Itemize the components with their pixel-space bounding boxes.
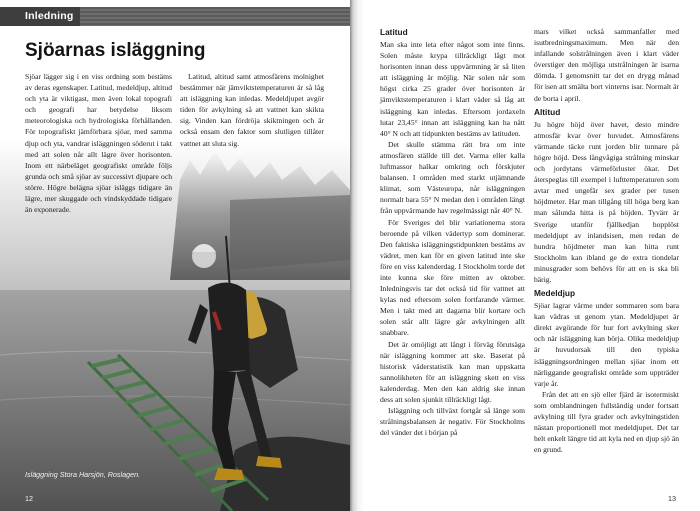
chapter-title: Sjöarnas isläggning (25, 40, 206, 61)
section-label: Inledning (0, 7, 80, 26)
section-bar (0, 7, 350, 26)
photo-caption: Isläggning Stora Harsjön, Roslagen. (25, 470, 141, 479)
body-paragraph: Sjöar lägger sig i en viss ordning som bestäms av deras egenskaper. Latitud, medeldjup, altitud och yta är viktigast, men även lokal topografi och geografi har betydelse liksom meteorologiska och hydrologiska förhållanden. För topografiskt jämförbara sjöar, med samma djup och yta, vandrar isläggningen söderut i takt med att solen når allt lägre över horisonten. Inom ett närbeläget geografiskt område följs grunda och små sjöar av successivt djupare och större. Högre belägna sjöar isläggs tidigare än lägre, mer skuggade och vindskyddade tidigare än exponerade. (25, 72, 172, 215)
page-number-right: 13 (668, 494, 676, 503)
section-heading: Altitud (534, 106, 561, 117)
body-paragraph: Det är omöjligt att långt i förväg förutsäga när isläggning kommer att ske. Baserat på historisk väderstatistik kan man uppskatta sannolikheten för att isläggning skett en viss kalenderdag. Men den kan aldrig ske innan dess att solen sjunkit tillräckligt lågt. (380, 339, 525, 404)
section-heading: Latitud (380, 27, 408, 37)
left-column-2 (180, 71, 324, 149)
left-column-1 (25, 71, 172, 215)
right-page (364, 0, 700, 511)
body-paragraph: Ju högre höjd över havet, desto mindre atmosfär kvar över huvudet. Atmosfärens värmande täcke runt jorden blir tunnare på högre höjd. Dess långvågiga strålning minskar och jordytans värmeförluster ökar. Det återspeglas till exempel i lufttemperaturen som avtar med ungefär sex grader per tusen höjdmeter. Har man tillgång till höga berg kan man sålunda hitta is på höjden. Tyvärr är Sverige utanför fjällkedjan hopplöst medeldjupt av inlandsisen, men redan de hundra höjdmeter man kan hitta runt Stockholm kan ibland ge de extra tiondelar minusgrader som behövs för att en is ska bli bärig. (534, 119, 679, 284)
page-number-left: 12 (25, 494, 33, 503)
body-paragraph: För Sveriges del blir variationerna stora beroende på vilken vädertyp som dominerar. Den faktiska isläggningstidpunkten bestäms av vädret, men kan för en given latitud inte ske före en viss kalenderdag. I Stockholm torde det inte kunna ske före mitten av oktober. Inledningsvis tar det också tid för vattnet att kylas ned eftersom solen fortfarande värmer. Men i takt med att dagarna blir kortare och solen står allt lägre går avkylningen allt snabbare. (380, 217, 525, 338)
right-column-2 (534, 26, 679, 455)
book-gutter (350, 0, 364, 511)
body-paragraph: mars vilket också sammanfaller med isutbredningsmaximum. Men när den infallande solstrålningen även i klart väder överstiger den möjliga utstrålningen är isarna dömda. I genomsnitt tar det en drygg månad för isen att smälta bort vinterns isar. Normalt är de borta i april. (534, 27, 679, 103)
right-column-1 (380, 27, 525, 438)
body-paragraph: Det skulle stämma rätt bra om inte atmosfären ställde till det. Varma eller kalla luftmassor halkar omkring och förskjuter balansen. I områden med starkt utjämnande klimat, som Västeuropa, når isläggningen normalt bara 55° N medan den i områden längt från uppvärmande hav regelmässigt når 40° N. (380, 139, 525, 216)
body-paragraph: Sjöar lagrar värme under sommaren som bara kan vädras ut genom ytan. Medeldjupet är direkt avgörande för hur fort avkylning sker och när isläggning kan börja. Olika medeldjup är huvudorsak till den typiska isläggningsordningen mellan sjöar inom ett närliggande geografiskt område som uppträder varje år. (534, 301, 679, 388)
body-paragraph: Från det att en sjö eller fjärd är isotermiskt som omblandningen fullständig under fortsatt avkylning till fyra grader och avkylningstiden nästan proportionell mot medeldjupet. Det tar helt enkelt längre tid att kyla ned en djup sjö än en grund. (534, 389, 679, 455)
body-paragraph: Latitud, altitud samt atmosfärens molnighet bestämmer när jämviktstemperaturen är så låg att isläggning kan inledas. Medeldjupet avgör tiden för avkylning så att vattnet kan skikta sig. Vinden kan fördröja skiktningen och är också ensam den faktor som slutligen tillåter vattnet att sluta sig. (180, 72, 324, 148)
body-paragraph: Isläggning och tillväxt fortgår så länge som strålningsbalansen är negativ. För Stockholms del vänder det i början på (380, 406, 525, 438)
body-paragraph: Man ska inte leta efter något som inte finns. Solen måste krypa tillräckligt lågt mot horisonten innan dess uppvärmning är så liten att isläggning är möjlig. När solen når som högst cirka 25 grader över horisonten är jämviktstemperaturen i klart väder så låg att isläggning kan inledas. Eftersom jordaxeln lutar 23,45° innan att isläggning kan ha nått 40° N och att tidpunkten bestäms av latituden. (380, 40, 525, 138)
section-heading: Medeldjup (534, 288, 576, 299)
